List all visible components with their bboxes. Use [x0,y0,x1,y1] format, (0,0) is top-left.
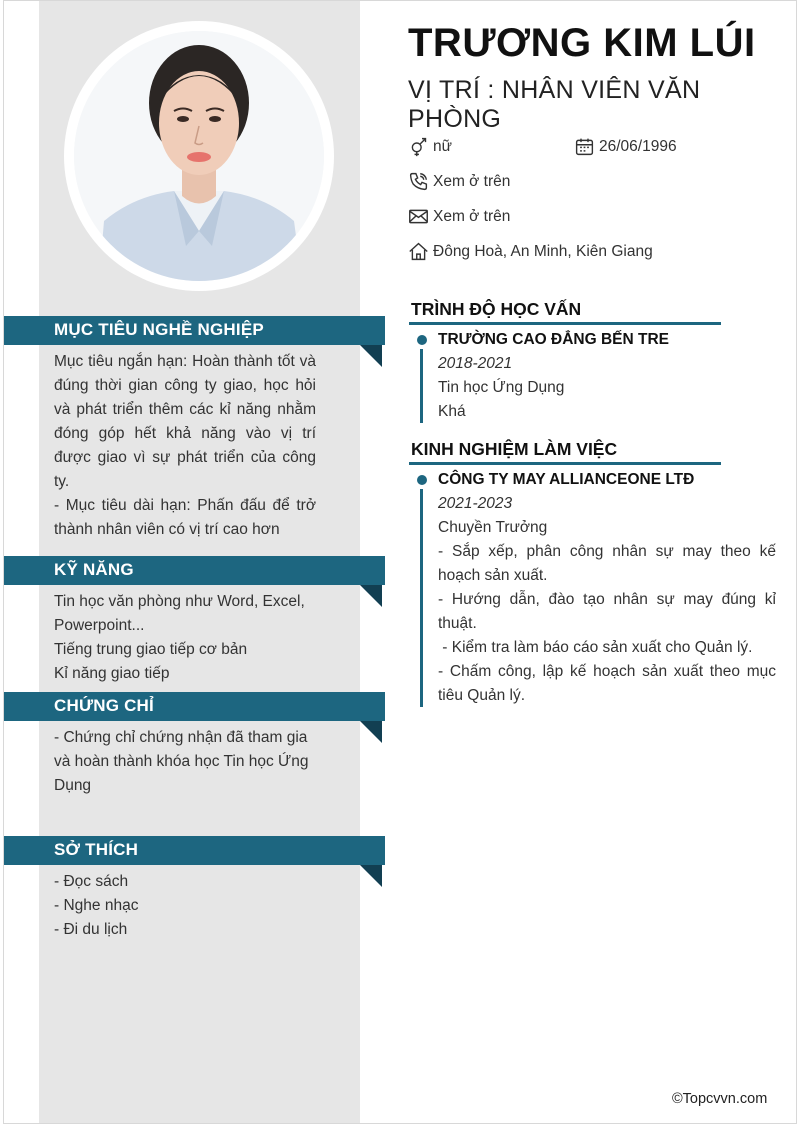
hobbies-section-header [4,836,385,865]
education-major: Tin học Ứng Dụng [438,379,565,396]
skill-item: Tiếng trung giao tiếp cơ bản [54,641,248,658]
hobby-item: - Đi du lịch [54,921,128,938]
envelope-icon [408,206,429,227]
gender-row [408,136,452,157]
address-row [408,241,653,262]
objective-title: MỤC TIÊU NGHỀ NGHIỆP [54,320,264,339]
hobby-item: - Nghe nhạc [54,897,139,914]
phone-value: Xem ở trên [433,172,511,190]
skill-item: Tin học văn phòng như Word, Excel, Powerpoint... [54,593,305,634]
footer-credit: ©Topcvvn.com [672,1091,768,1107]
education-period: 2018-2021 [438,355,513,372]
certificate-item: - Chứng chỉ chứng nhận đã tham gia và hoàn thành khóa học Tin học Ứng Dụng [54,729,309,794]
objective-section-header [4,316,385,345]
certificates-title: CHỨNG CHỈ [54,696,154,715]
skills-section-header [4,556,385,585]
hobbies-content [54,870,316,942]
skills-content [54,590,316,686]
hobbies-fold [360,865,382,887]
email-value: Xem ở trên [433,207,511,225]
certificates-content [54,726,316,798]
experience-role: Chuyền Trưởng [438,519,548,536]
experience-timeline [420,489,423,707]
certificates-fold [360,721,382,743]
avatar [74,31,324,281]
hobbies-title: SỞ THÍCH [54,840,139,859]
home-icon [408,241,429,262]
phone-icon [408,171,429,192]
experience-bullet [417,475,427,485]
school-name: TRƯỜNG CAO ĐẲNG BẾN TRE [438,331,670,348]
cv-page [3,0,797,1124]
duty-item: - Kiểm tra làm báo cáo sản xuất cho Quản lý. [438,639,753,656]
education-entry [438,328,776,424]
objective-fold [360,345,382,367]
address-value: Đông Hoà, An Minh, Kiên Giang [433,242,653,260]
duty-item: - Hướng dẫn, đào tạo nhân sự may đúng kỉ thuật. [438,591,776,632]
education-title: TRÌNH ĐỘ HỌC VẤN [411,299,582,319]
calendar-icon [574,136,595,157]
email-row [408,206,510,227]
hobby-item: - Đọc sách [54,873,129,890]
gender-value: nữ [433,137,452,155]
birthdate-value: 26/06/1996 [599,137,677,155]
education-bullet [417,335,427,345]
duty-item: - Sắp xếp, phân công nhân sự may theo kế hoạch sản xuất. [438,543,776,584]
skills-title: KỸ NĂNG [54,560,134,579]
experience-title: KINH NGHIỆM LÀM VIỆC [411,439,618,459]
education-timeline [420,349,423,423]
job-position: VỊ TRÍ : NHÂN VIÊN VĂN PHÒNG [408,76,701,133]
experience-entry [438,468,776,708]
experience-underline [409,462,721,465]
skills-fold [360,585,382,607]
skill-item: Kỉ năng giao tiếp [54,665,170,682]
certificates-section-header [4,692,385,721]
education-underline [409,322,721,325]
company-name: CÔNG TY MAY ALLIANCEONE LTĐ [438,471,695,488]
objective-content [54,350,316,542]
objective-short-term: Mục tiêu ngắn hạn: Hoàn thành tốt và đúng thời gian công ty giao, học hỏi và phát triển thêm các kỉ năng nhằm đóng góp hết khả năng vào vị trí được giao vì sự phát triển của công ty. [54,353,316,490]
education-grade: Khá [438,403,466,420]
gender-icon [408,136,429,157]
objective-long-term: - Mục tiêu dài hạn: Phấn đấu để trở thành nhân viên có vị trí cao hơn [54,497,316,538]
experience-period: 2021-2023 [438,495,513,512]
birthdate-row [574,136,677,157]
duty-item: - Chấm công, lập kế hoạch sản xuất theo mục tiêu Quản lý. [438,663,776,704]
candidate-name: TRƯƠNG KIM LÚI [408,21,756,65]
phone-row [408,171,510,192]
